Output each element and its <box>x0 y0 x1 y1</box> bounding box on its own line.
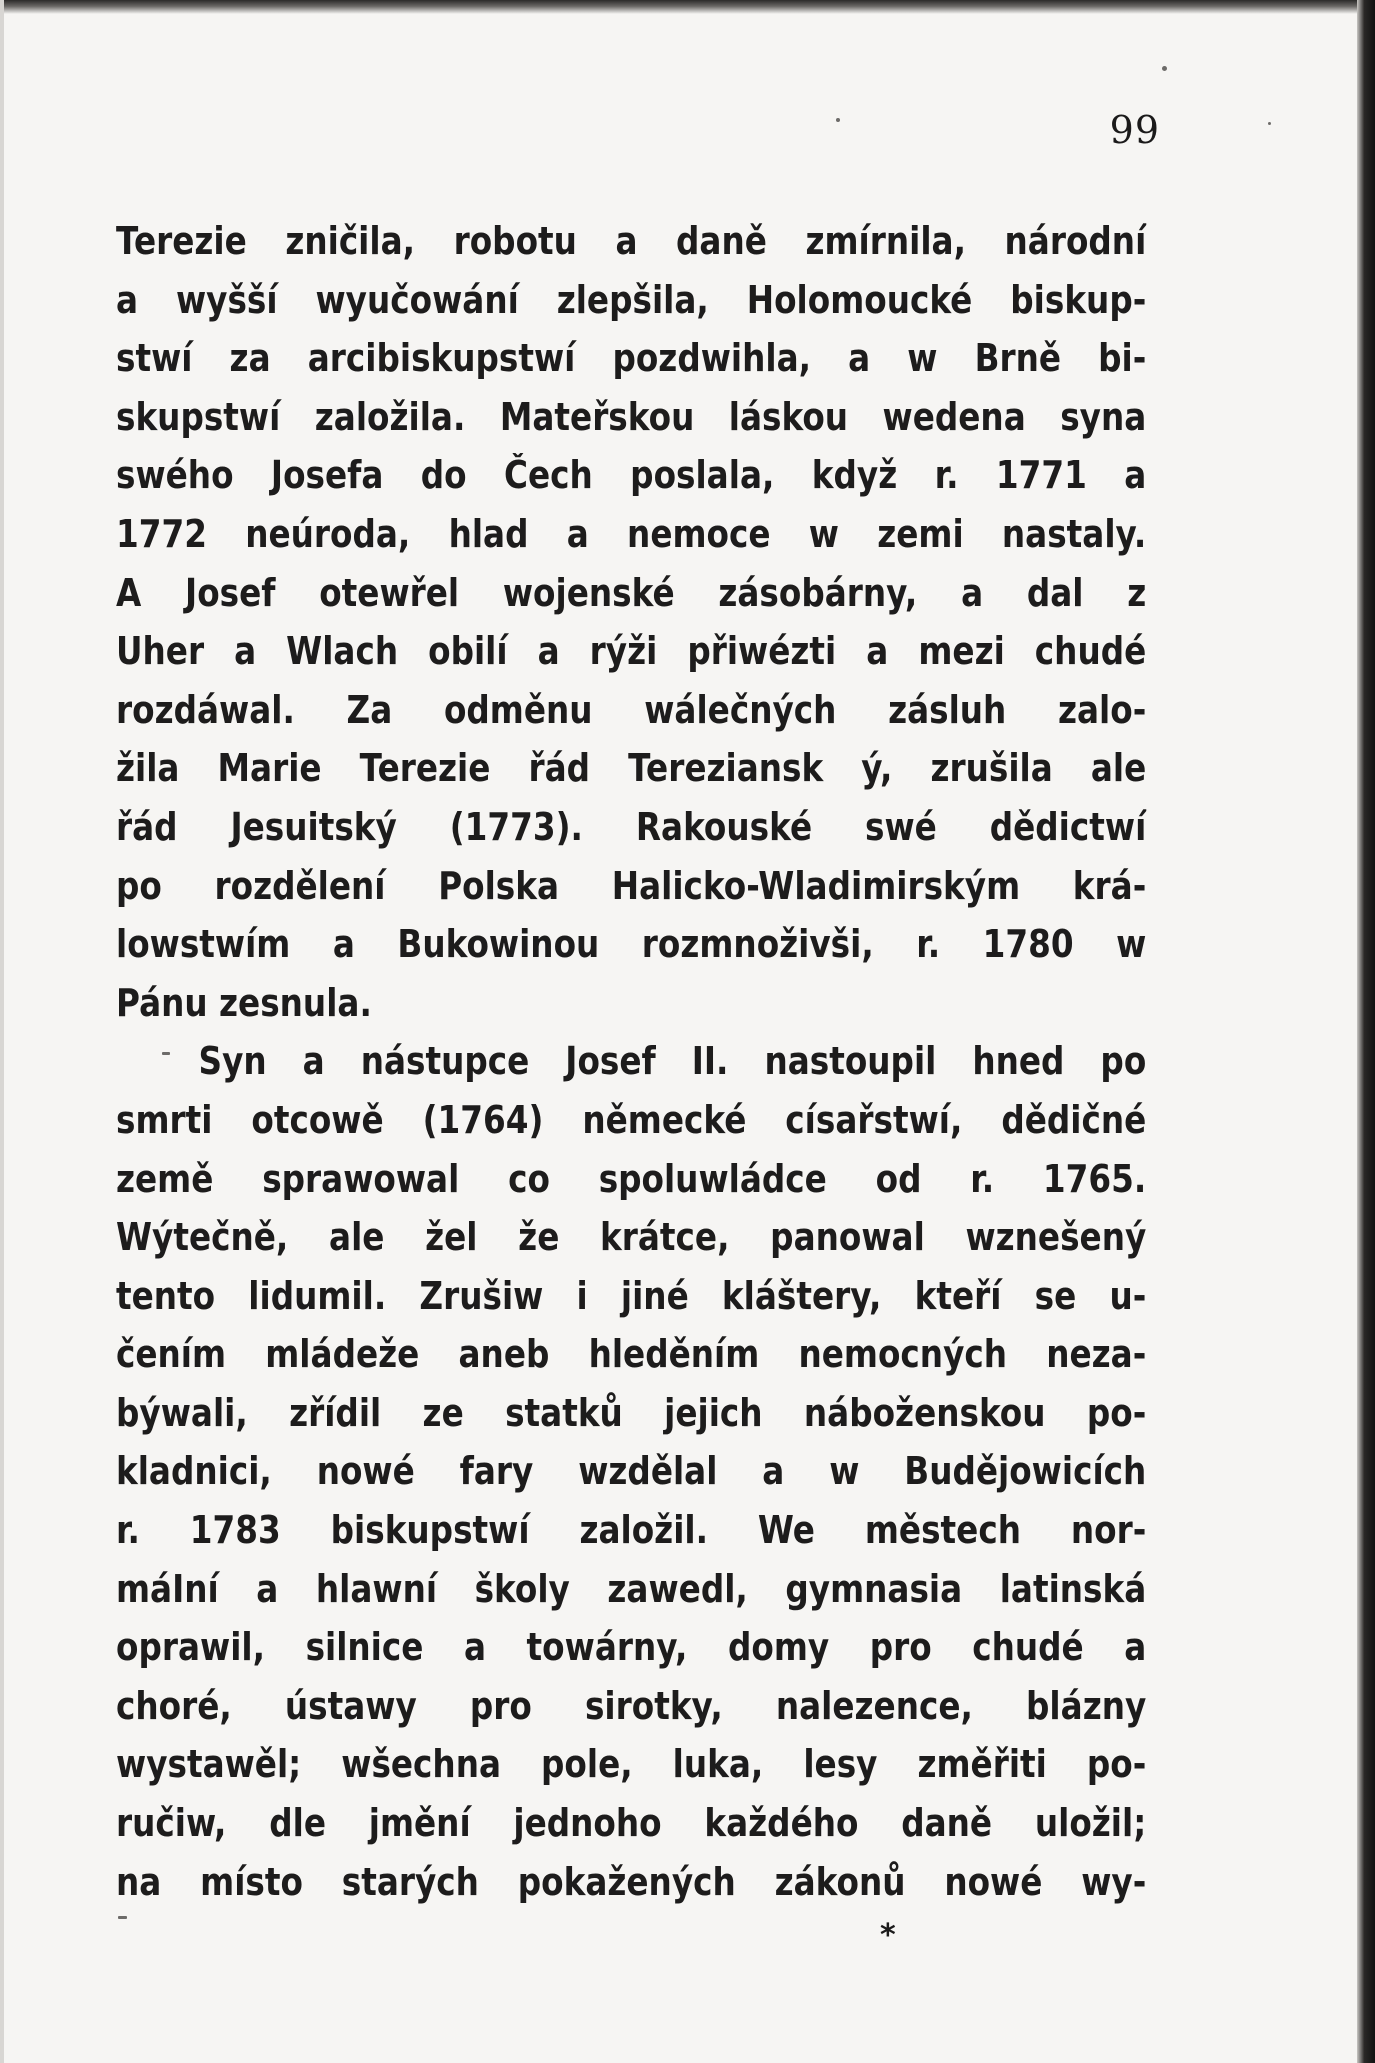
text-line: 1772 neúroda, hlad a nemoce w zemi nastaly. <box>116 511 1147 556</box>
scan-speck <box>118 1916 127 1919</box>
text-line: rozdáwal. Za odměnu wálečných zásluh zalo- <box>116 687 1147 732</box>
text-line: země sprawowal co spoluwládce od r. 1765. <box>116 1156 1147 1201</box>
scan-right-edge <box>1357 0 1375 2063</box>
text-line: řád Jesuitský (1773). Rakouské swé dědictwí <box>116 804 1147 849</box>
text-line: na místo starých pokažených zákonů nowé wy- <box>116 1859 1147 1904</box>
text-line: A Josef otewřel wojenské zásobárny, a dal z <box>116 570 1147 615</box>
text-line: lowstwím a Bukowinou rozmnoživši, r. 1780 w <box>116 922 1147 967</box>
text-line: smrti otcowě (1764) německé císařstwí, dědičné <box>116 1097 1147 1142</box>
scan-left-edge <box>0 0 4 2063</box>
signature-mark: * <box>880 1918 896 1953</box>
text-line: r. 1783 biskupstwí založil. We městech nor- <box>116 1508 1147 1553</box>
text-line: stwí za arcibiskupstwí pozdwihla, a w Brně bi- <box>116 336 1147 381</box>
text-line: tento lidumil. Zrušiw i jiné kláštery, kteří se u- <box>116 1273 1147 1318</box>
text-line: a wyšší wyučowání zlepšila, Holomoucké biskup- <box>116 277 1147 322</box>
scan-top-edge <box>0 0 1375 14</box>
text-line: Pánu zesnula. <box>116 980 372 1025</box>
text-line: choré, ústawy pro sirotky, nalezence, blázny <box>116 1683 1147 1728</box>
text-line: Terezie zničila, robotu a daně zmírnila, národní <box>116 219 1147 263</box>
text-line: wystawěl; wšechna pole, luka, lesy změřiti po- <box>116 1742 1147 1787</box>
text-line: oprawil, silnice a towárny, domy pro chudé a <box>116 1625 1147 1670</box>
scan-speck <box>1162 66 1167 71</box>
text-line: žila Marie Terezie řád Tereziansk ý, zrušila ale <box>116 746 1147 791</box>
text-line: skupstwí založila. Mateřskou láskou wedena syna <box>116 394 1147 439</box>
text-line: máIní a hlawní školy zawedl, gymnasia latinská <box>116 1566 1147 1611</box>
paragraph-2 <box>116 1032 1146 1911</box>
text-line: swého Josefa do Čech poslala, když r. 1771 a <box>116 453 1147 498</box>
text-line: Wýtečně, ale žel že krátce, panowal wznešený <box>116 1215 1147 1260</box>
text-line: ručiw, dle jmění jednoho každého daně uložil; <box>116 1801 1147 1846</box>
paragraph-1 <box>116 212 1146 1032</box>
scan-speck <box>162 1052 170 1055</box>
scan-speck <box>836 118 840 122</box>
text-line: po rozdělení Polska Halicko-Wladimirským krá- <box>116 863 1147 908</box>
text-line: čením mládeže aneb hleděním nemocných neza- <box>116 1332 1147 1377</box>
body-text <box>116 212 1146 1911</box>
text-line: Syn a nástupce Josef II. nastoupil hned po <box>198 1039 1147 1084</box>
text-line: býwali, zřídil ze statků jejich náboženskou po- <box>116 1390 1147 1435</box>
text-line: kladnici, nowé fary wzdělal a w Budějowicích <box>116 1449 1147 1494</box>
page-number: 99 <box>1109 108 1160 152</box>
scan-speck <box>1268 122 1271 125</box>
text-line: Uher a Wlach obilí a rýži přiwézti a mezi chudé <box>116 629 1147 674</box>
